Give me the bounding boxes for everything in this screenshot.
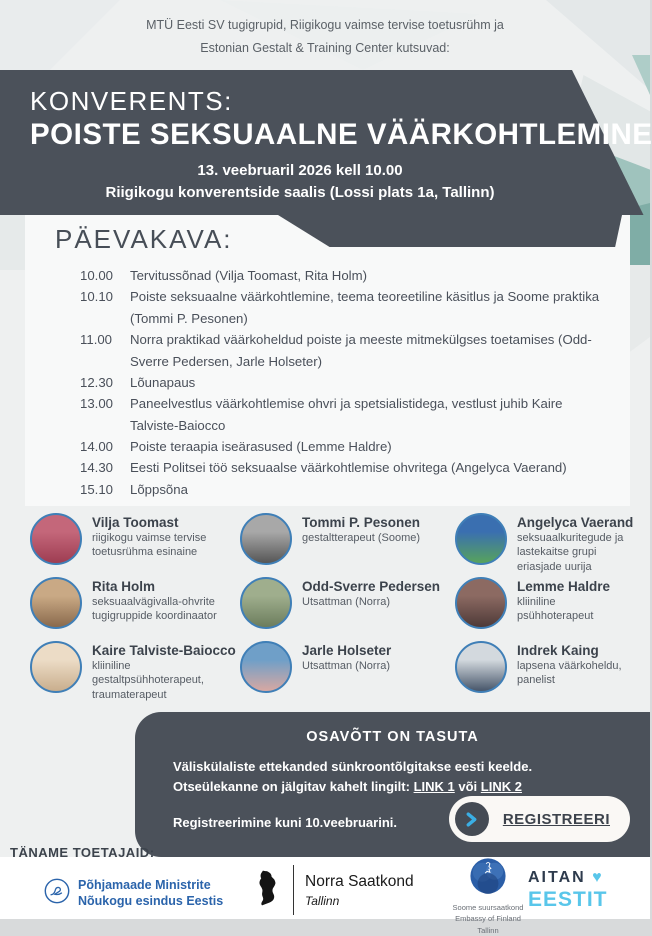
speaker-role: kliiniline gestaltpsühhoterapeut, traumaterapeut bbox=[92, 660, 204, 701]
conference-date: 13. veebruaril 2026 kell 10.00 bbox=[197, 162, 403, 179]
agenda-time: 15.10 bbox=[80, 481, 114, 497]
speaker-name: Kaire Talviste-Baiocco bbox=[92, 643, 236, 658]
agenda-item bbox=[80, 457, 600, 478]
speakers-grid bbox=[30, 513, 632, 705]
norway-embassy-logo bbox=[256, 865, 414, 915]
speaker-role: kliiniline psühhoterapeut bbox=[517, 596, 594, 623]
heart-icon: ♥ bbox=[592, 869, 604, 886]
speaker-card bbox=[30, 513, 240, 577]
conference-title: POISTE SEKSUAALNE VÄÄRKOHTLEMINE bbox=[30, 118, 652, 151]
speaker-card bbox=[240, 641, 455, 705]
finland-embassy-label: Soome suursaatkond Embassy of Finland Tallinn bbox=[452, 903, 524, 935]
nordic-council-logo bbox=[44, 877, 223, 910]
avatar bbox=[30, 513, 82, 565]
avatar bbox=[455, 641, 507, 693]
agenda-time: 13.00 bbox=[80, 396, 114, 412]
avatar bbox=[30, 577, 82, 629]
registration-line-1: Väliskülaliste ettekanded sünkroontõlgitakse eesti keelde. bbox=[173, 759, 533, 774]
agenda-item bbox=[80, 372, 600, 393]
invite-line-2: Estonian Gestalt & Training Center kutsuvad: bbox=[200, 41, 450, 56]
agenda-text: Lõunapaus bbox=[130, 374, 196, 390]
speaker-role: seksuaalkuritegude ja lastekaitse grupi eriasjade uurija bbox=[517, 532, 624, 573]
invite-text bbox=[0, 14, 650, 60]
speaker-name: Odd-Sverre Pedersen bbox=[302, 579, 441, 594]
speaker-name: Rita Holm bbox=[92, 579, 156, 594]
speaker-role: gestaltterapeut (Soome) bbox=[302, 532, 421, 544]
sponsors-heading: TÄNAME TOETAJAID: bbox=[10, 845, 155, 860]
agenda-heading: PÄEVAKAVA: bbox=[55, 224, 233, 254]
aitan-word: AITAN ♥ bbox=[528, 869, 604, 886]
speaker-card bbox=[455, 577, 632, 641]
speaker-role: lapsena väärkoheldu, panelist bbox=[517, 660, 622, 687]
title-banner-content bbox=[0, 70, 650, 215]
agenda-time: 14.30 bbox=[80, 460, 114, 476]
agenda-text: Paneelvestlus väärkohtlemise ohvri ja spetsialistidega, vestlust juhib Kaire Talviste-Baiocco bbox=[130, 396, 563, 433]
agenda-item bbox=[80, 329, 600, 372]
agenda-time: 10.00 bbox=[80, 268, 114, 283]
speaker-name: Indrek Kaing bbox=[517, 643, 599, 658]
divider bbox=[293, 865, 294, 915]
speaker-role: Utsattman (Norra) bbox=[302, 596, 391, 608]
agenda-text: Poiste teraapia iseärasused (Lemme Haldre) bbox=[130, 439, 392, 454]
conference-kicker: KONVERENTS: bbox=[30, 86, 233, 116]
agenda-text: Tervitussõnad (Vilja Toomast, Rita Holm) bbox=[130, 268, 367, 283]
agenda-time: 14.00 bbox=[80, 439, 114, 454]
agenda-text: Lõppsõna bbox=[130, 481, 188, 497]
agenda-time: 12.30 bbox=[80, 374, 114, 390]
avatar bbox=[240, 641, 292, 693]
avatar bbox=[455, 577, 507, 629]
register-button[interactable] bbox=[449, 796, 630, 842]
aitan-eestit-logo bbox=[528, 869, 608, 912]
eestit-word: EESTIT bbox=[528, 888, 608, 911]
speaker-role: riigikogu vaimse tervise toetusrühma esinaine bbox=[92, 532, 207, 559]
registration-deadline: Registreerimine kuni 10.veebruarini. bbox=[173, 815, 397, 830]
nordic-council-label: Põhjamaade Ministrite Nõukogu esindus Eestis bbox=[78, 878, 224, 909]
speaker-name: Angelyca Vaerand bbox=[517, 515, 634, 530]
registration-heading: OSAVÕTT ON TASUTA bbox=[306, 729, 479, 745]
lion-icon bbox=[256, 867, 282, 914]
norway-embassy-label: Norra Saatkond Tallinn bbox=[305, 872, 414, 908]
agenda-item bbox=[80, 393, 600, 436]
avatar bbox=[240, 513, 292, 565]
swan-icon bbox=[44, 878, 70, 909]
sphere-icon bbox=[469, 882, 507, 899]
speaker-role: seksuaalvägivalla-ohvrite tugigruppide koordinaator bbox=[92, 596, 217, 623]
agenda-text: Eesti Politsei töö seksuaalse väärkohtlemise ohvritega (Angelyca Vaerand) bbox=[130, 460, 567, 476]
stream-link-2[interactable]: LINK 2 bbox=[480, 778, 522, 794]
speaker-card bbox=[240, 577, 455, 641]
agenda-item bbox=[80, 286, 600, 329]
speaker-role: Utsattman (Norra) bbox=[302, 660, 391, 672]
registration-panel bbox=[135, 712, 650, 857]
conference-venue: Riigikogu konverentside saalis (Lossi plats 1a, Tallinn) bbox=[105, 184, 495, 201]
chevron-right-icon bbox=[455, 802, 489, 836]
speaker-card bbox=[455, 513, 632, 577]
registration-info bbox=[173, 757, 532, 796]
agenda-item bbox=[80, 265, 600, 286]
avatar bbox=[240, 577, 292, 629]
agenda-item bbox=[80, 479, 600, 500]
registration-line-2: Otseülekanne on jälgitav kahelt lingilt: LINK 1 või LINK 2 bbox=[173, 778, 522, 794]
speaker-card bbox=[455, 641, 632, 705]
agenda-time: 10.10 bbox=[80, 289, 114, 305]
agenda-time: 11.00 bbox=[80, 332, 113, 348]
agenda-list bbox=[80, 265, 600, 500]
speaker-card bbox=[240, 513, 455, 577]
speaker-name: Jarle Holseter bbox=[302, 643, 392, 658]
speaker-card bbox=[30, 641, 240, 705]
speaker-name: Lemme Haldre bbox=[517, 579, 611, 594]
agenda-card bbox=[25, 215, 630, 506]
speaker-name: Vilja Toomast bbox=[92, 515, 179, 530]
avatar bbox=[30, 641, 82, 693]
register-button-label: REGISTREERI bbox=[502, 810, 610, 828]
agenda-text: Norra praktikad väärkoheldud poiste ja meeste mitmekülgses toetamises (Odd-Sverre Pedersen, Jarle Holseter) bbox=[130, 332, 592, 369]
agenda-item bbox=[80, 436, 600, 457]
agenda-heading-band bbox=[278, 215, 622, 247]
agenda-text: Poiste seksuaalne väärkohtlemine, teema teoreetiline käsitlus ja Soome praktika (Tommi P. Pesonen) bbox=[130, 289, 600, 326]
stream-link-1[interactable]: LINK 1 bbox=[413, 778, 455, 794]
speaker-name: Tommi P. Pesonen bbox=[302, 515, 421, 530]
avatar bbox=[455, 513, 507, 565]
speaker-card bbox=[30, 577, 240, 641]
sponsors-footer bbox=[0, 845, 650, 935]
invite-line-1: MTÜ Eesti SV tugigrupid, Riigikogu vaimse tervise toetusrühm ja bbox=[146, 18, 504, 32]
